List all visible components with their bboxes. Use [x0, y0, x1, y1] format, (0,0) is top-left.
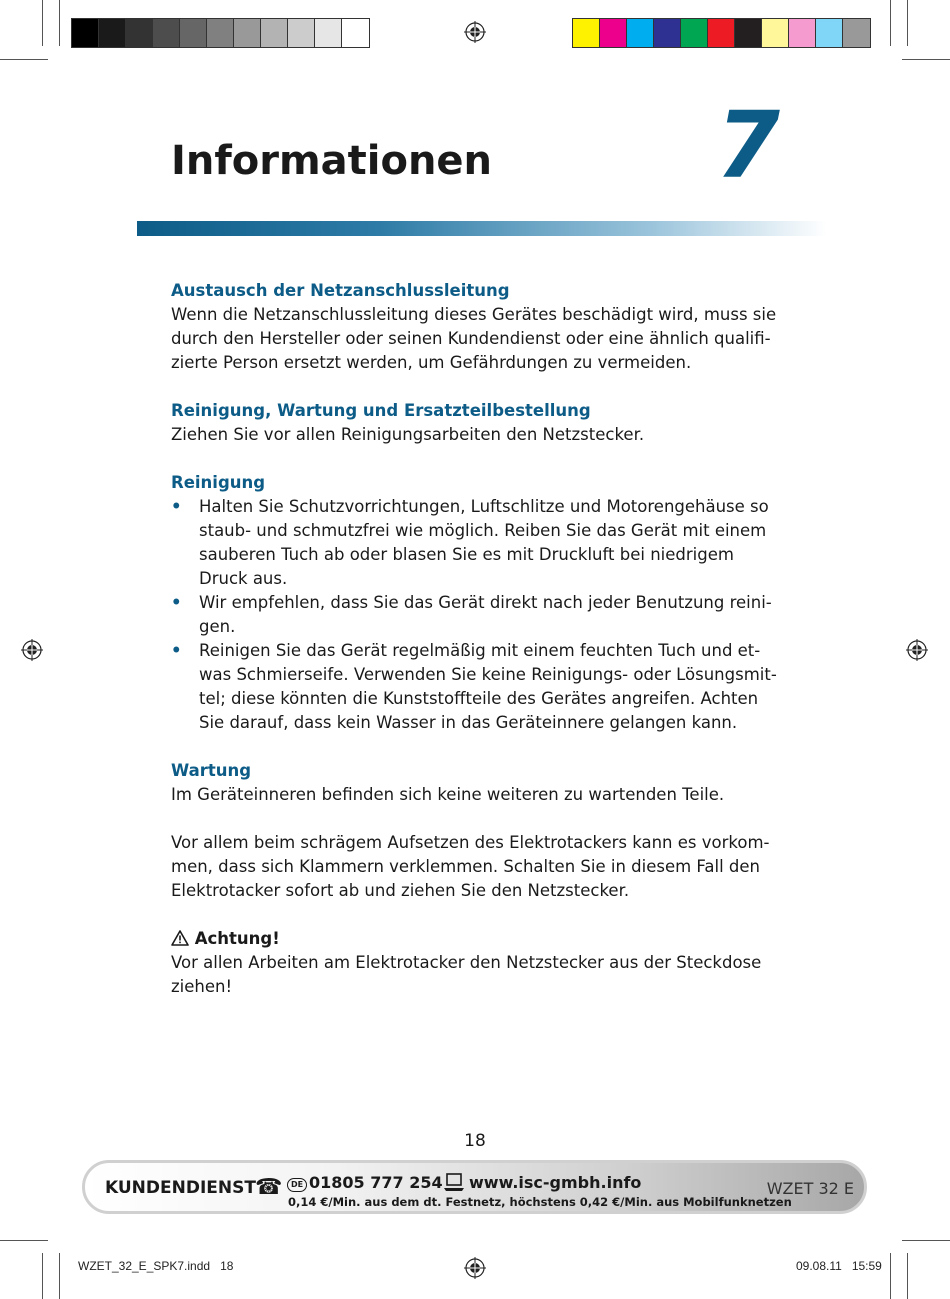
country-badge: DE	[287, 1178, 307, 1192]
slug-file: WZET_32_E_SPK7.indd 18	[78, 1259, 234, 1273]
color-swatch	[288, 19, 315, 47]
crop-mark	[59, 1253, 60, 1299]
service-website: www.isc-gmbh.info	[469, 1173, 642, 1192]
text-line: Im Geräteinneren befinden sich keine weiteren zu wartenden Teile.	[171, 785, 725, 804]
color-swatch	[843, 19, 870, 47]
crop-mark	[902, 1240, 950, 1241]
color-bar	[572, 18, 871, 48]
telephone-icon: ☎	[255, 1175, 283, 1200]
registration-mark-icon	[464, 1257, 486, 1279]
section-heading: Austausch der Netzanschlussleitung	[171, 281, 510, 300]
bullet-icon: •	[171, 593, 182, 612]
main-content	[171, 279, 777, 999]
text-line: durch den Hersteller oder seinen Kundendienst oder eine ähnlich qualifi-	[171, 329, 771, 348]
text-line: Reinigen Sie das Gerät regelmäßig mit einem feuchten Tuch und et-	[199, 641, 761, 660]
warning-heading	[171, 927, 777, 951]
bullet-icon: •	[171, 641, 182, 660]
heading-rule	[137, 221, 827, 236]
bullet-list	[171, 495, 777, 735]
text-line: ziehen!	[171, 977, 233, 996]
text-line: staub- und schmutzfrei wie möglich. Reiben Sie das Gerät mit einem	[199, 521, 767, 540]
color-swatch	[342, 19, 369, 47]
model-number: WZET 32 E	[766, 1179, 854, 1198]
warning-triangle-icon	[171, 930, 189, 946]
text-line: Vor allem beim schrägem Aufsetzen des Elektrotackers kann es vorkom-	[171, 833, 770, 852]
text-line: sauberen Tuch ab oder blasen Sie es mit Druckluft bei niedrigem	[199, 545, 734, 564]
text-line: Halten Sie Schutzvorrichtungen, Luftschlitze und Motorengehäuse so	[199, 497, 769, 516]
service-label: KUNDENDIENST	[105, 1178, 256, 1198]
text-line: Elektrotacker sofort ab und ziehen Sie den Netzstecker.	[171, 881, 630, 900]
color-swatch	[654, 19, 681, 47]
color-swatch	[153, 19, 180, 47]
crop-mark	[59, 0, 60, 46]
crop-mark	[907, 0, 908, 46]
text-line: tel; diese könnten die Kunststoffteile des Gerätes angreifen. Achten	[199, 689, 759, 708]
section-heading: Reinigung	[171, 473, 266, 492]
color-swatch	[180, 19, 207, 47]
text-line: Ziehen Sie vor allen Reinigungsarbeiten den Netzstecker.	[171, 425, 645, 444]
crop-mark	[0, 1240, 48, 1241]
color-swatch	[762, 19, 789, 47]
text-line: gen.	[199, 617, 236, 636]
section-heading: Wartung	[171, 761, 252, 780]
service-footer	[82, 1160, 867, 1214]
laptop-icon	[443, 1172, 465, 1192]
registration-mark-icon	[464, 21, 486, 43]
color-swatch	[627, 19, 654, 47]
page-title: Informationen	[171, 138, 493, 184]
slug-datetime: 09.08.11 15:59	[796, 1259, 882, 1273]
text-line: Sie darauf, dass kein Wasser in das Geräteinnere gelangen kann.	[199, 713, 738, 732]
crop-mark	[907, 1253, 908, 1299]
color-swatch	[126, 19, 153, 47]
color-swatch	[816, 19, 843, 47]
color-swatch	[261, 19, 288, 47]
crop-mark	[42, 0, 43, 46]
text-line: men, dass sich Klammern verklemmen. Schalten Sie in diesem Fall den	[171, 857, 761, 876]
bullet-icon: •	[171, 497, 182, 516]
color-swatch	[789, 19, 816, 47]
color-swatch	[315, 19, 342, 47]
service-phone: 01805 777 254	[309, 1173, 443, 1192]
warning-label: Achtung!	[194, 929, 280, 948]
list-item	[171, 591, 777, 639]
registration-mark-icon	[906, 639, 928, 661]
crop-mark	[42, 1253, 43, 1299]
text-line: Wir empfehlen, dass Sie das Gerät direkt nach jeder Benutzung reini-	[199, 593, 772, 612]
page-number: 18	[464, 1131, 486, 1151]
rate-note: 0,14 €/Min. aus dem dt. Festnetz, höchstens 0,42 €/Min. aus Mobilfunknetzen	[288, 1195, 792, 1209]
registration-mark-icon	[21, 639, 43, 661]
crop-mark	[0, 59, 48, 60]
crop-mark	[890, 0, 891, 46]
section-heading: Reinigung, Wartung und Ersatzteilbestellung	[171, 401, 591, 420]
crop-mark	[890, 1253, 891, 1299]
color-swatch	[72, 19, 99, 47]
color-swatch	[735, 19, 762, 47]
text-line: zierte Person ersetzt werden, um Gefährdungen zu vermeiden.	[171, 353, 692, 372]
text-line: Vor allen Arbeiten am Elektrotacker den Netzstecker aus der Steckdose	[171, 953, 762, 972]
color-swatch	[681, 19, 708, 47]
color-swatch	[207, 19, 234, 47]
chapter-number: 7	[716, 92, 781, 199]
list-item	[171, 639, 777, 735]
text-line: Wenn die Netzanschlussleitung dieses Gerätes beschädigt wird, muss sie	[171, 305, 777, 324]
text-line: Druck aus.	[199, 569, 288, 588]
text-line: was Schmierseife. Verwenden Sie keine Reinigungs- oder Lösungsmit-	[199, 665, 777, 684]
color-swatch	[234, 19, 261, 47]
color-swatch	[573, 19, 600, 47]
color-swatch	[600, 19, 627, 47]
color-swatch	[99, 19, 126, 47]
crop-mark	[902, 59, 950, 60]
grayscale-bar	[71, 18, 370, 48]
list-item	[171, 495, 777, 591]
color-swatch	[708, 19, 735, 47]
